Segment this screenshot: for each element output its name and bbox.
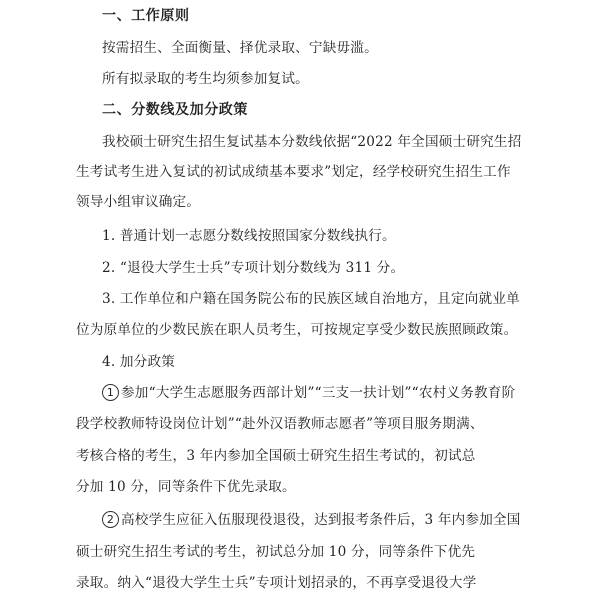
intro-line: 领导小组审议确定。 (76, 194, 201, 210)
intro-line: 生考试考生进入复试的初试成绩基本要求”划定，经学校研究生招生工作 (76, 164, 511, 180)
principle-line: 所有拟录取的考生均须参加复试。 (102, 71, 309, 87)
policy-item-3-line: 位为原单位的少数民族在职人员考生，可按规定享受少数民族照顾政策。 (76, 322, 518, 338)
bonus-item-1-line: 分加 10 分，同等条件下优先录取。 (76, 479, 296, 495)
intro-line: 我校硕士研究生招生复试基本分数线依据“2022 年全国硕士研究生招 (102, 134, 522, 150)
policy-item-4: 4. 加分政策 (102, 354, 176, 370)
bonus-item-2-line: 硕士研究生招生考试的考生，初试总分加 10 分，同等条件下优先 (76, 544, 476, 560)
bonus-item-1-line (102, 384, 515, 402)
bonus-item-1-line: 段学校教师特设岗位计划”“赴外汉语教师志愿者”等项目服务期满、 (76, 416, 484, 432)
policy-item-1: 1. 普通计划一志愿分数线按照国家分数线执行。 (102, 228, 396, 244)
bonus-item-1-line: 考核合格的考生，3 年内参加全国硕士研究生招生考试的，初试总 (76, 448, 476, 464)
heading-score-policy: 二、分数线及加分政策 (102, 102, 248, 118)
circled-number-2-icon: 2 (102, 511, 119, 528)
policy-item-2: 2. “退役大学生士兵”专项计划分数线为 311 分。 (102, 260, 405, 276)
principle-line: 按需招生、全面衡量、择优录取、宁缺毋滥。 (102, 40, 378, 56)
bonus-item-2-line (102, 511, 521, 529)
bonus-item-1-text: 参加“大学生志愿服务西部计划”“三支一扶计划”“农村义务教育阶 (121, 385, 516, 401)
bonus-item-2-text: 高校学生应征入伍服现役退役，达到报考条件后，3 年内参加全国 (121, 512, 521, 528)
policy-item-3-line: 3. 工作单位和户籍在国务院公布的民族区域自治地方，且定向就业单 (102, 291, 520, 307)
circled-number-1-icon: 1 (102, 384, 119, 401)
bonus-item-2-line: 录取。纳入“退役大学生士兵”专项计划招录的，不再享受退役大学 (76, 575, 477, 591)
heading-work-principles: 一、工作原则 (102, 8, 190, 24)
